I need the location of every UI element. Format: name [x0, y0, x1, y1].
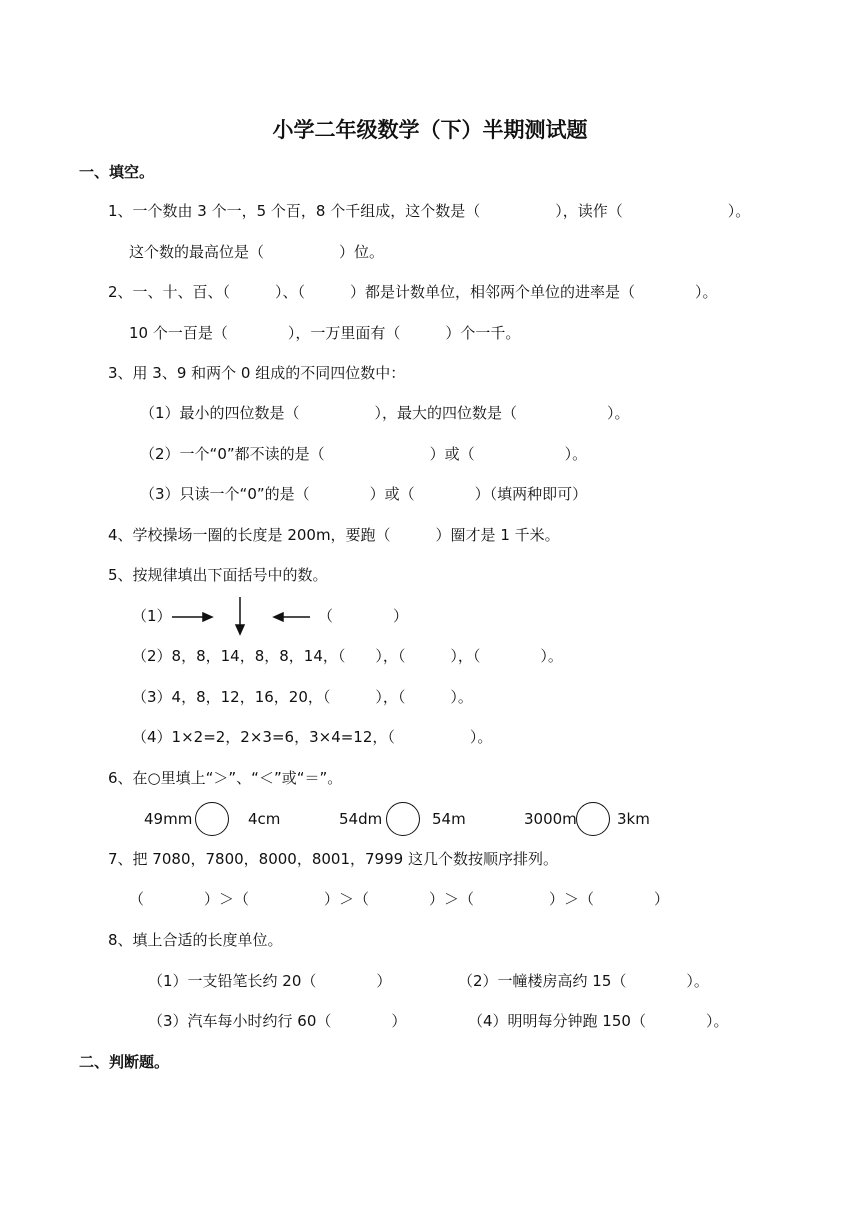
question-3-part-1: （1）最小的四位数是（ ），最大的四位数是（ ）。: [140, 404, 630, 422]
question-6-stem: 6、在○里填上“＞”、“＜”或“＝”。: [108, 769, 343, 787]
arrow-left-head-icon: [274, 613, 283, 621]
question-7-stem: 7、把 7080，7800，8000，8001，7999 这几个数按顺序排列。: [108, 850, 558, 868]
compare-item-2-right: 54m: [432, 810, 466, 828]
compare-item-1-left: 49mm: [144, 810, 193, 828]
question-2-line-2: 10 个一百是（ ），一万里面有（ ）个一千。: [129, 324, 521, 342]
page-title: 小学二年级数学（下）半期测试题: [272, 118, 588, 142]
question-8-part-1: （1）一支铅笔长约 20（ ）: [148, 972, 392, 990]
question-5-part-1-blank: （ ）: [318, 607, 409, 625]
question-8-stem: 8、填上合适的长度单位。: [108, 931, 283, 949]
compare-item-1-right: 4cm: [248, 810, 281, 828]
section-heading-judgement: 二、判断题。: [79, 1053, 170, 1071]
question-8-part-3: （3）汽车每小时约行 60（ ）: [148, 1012, 407, 1030]
question-3-part-2: （2）一个“0”都不读的是（ ）或（ ）。: [140, 445, 588, 463]
question-5-part-2: （2）8，8，14，8，8，14，（ ），（ ），（ ）。: [132, 647, 563, 665]
question-1-line-1: 1、一个数由 3 个一，5 个百，8 个千组成，这个数是（ ），读作（ ）。: [108, 202, 751, 220]
compare-circle-1: [195, 802, 229, 836]
question-5-part-4: （4）1×2=2，2×3=6，3×4=12，（ ）。: [132, 728, 493, 746]
question-2-line-1: 2、一、十、百、（ ）、（ ）都是计数单位，相邻两个单位的进率是（ ）。: [108, 283, 718, 301]
question-5-part-3: （3）4，8，12，16，20，（ ），（ ）。: [132, 688, 473, 706]
arrow-right-head-icon: [203, 613, 212, 621]
question-3-stem: 3、用 3、9 和两个 0 组成的不同四位数中：: [108, 364, 406, 382]
compare-circle-2: [386, 802, 420, 836]
question-7-order: （ ）＞（ ）＞（ ）＞（ ）＞（ ）: [129, 890, 670, 908]
arrow-down-head-icon: [236, 625, 244, 634]
question-1-line-2: 这个数的最高位是（ ）位。: [129, 243, 385, 261]
question-5-part-1-label: （1）: [132, 607, 172, 625]
compare-item-3-left: 3000m: [524, 810, 577, 828]
compare-circle-3: [576, 802, 610, 836]
question-4: 4、学校操场一圈的长度是 200m，要跑（ ）圈才是 1 千米。: [108, 526, 560, 544]
question-5-stem: 5、按规律填出下面括号中的数。: [108, 566, 328, 584]
question-8-part-4: （4）明明每分钟跑 150（ ）。: [468, 1012, 729, 1030]
compare-item-3-right: 3km: [617, 810, 650, 828]
question-8-part-2: （2）一幢楼房高约 15（ ）。: [458, 972, 709, 990]
compare-item-2-left: 54dm: [339, 810, 383, 828]
section-heading-fill-in: 一、填空。: [79, 163, 155, 181]
question-3-part-3: （3）只读一个“0”的是（ ）或（ ）（填两种即可）: [140, 485, 588, 503]
